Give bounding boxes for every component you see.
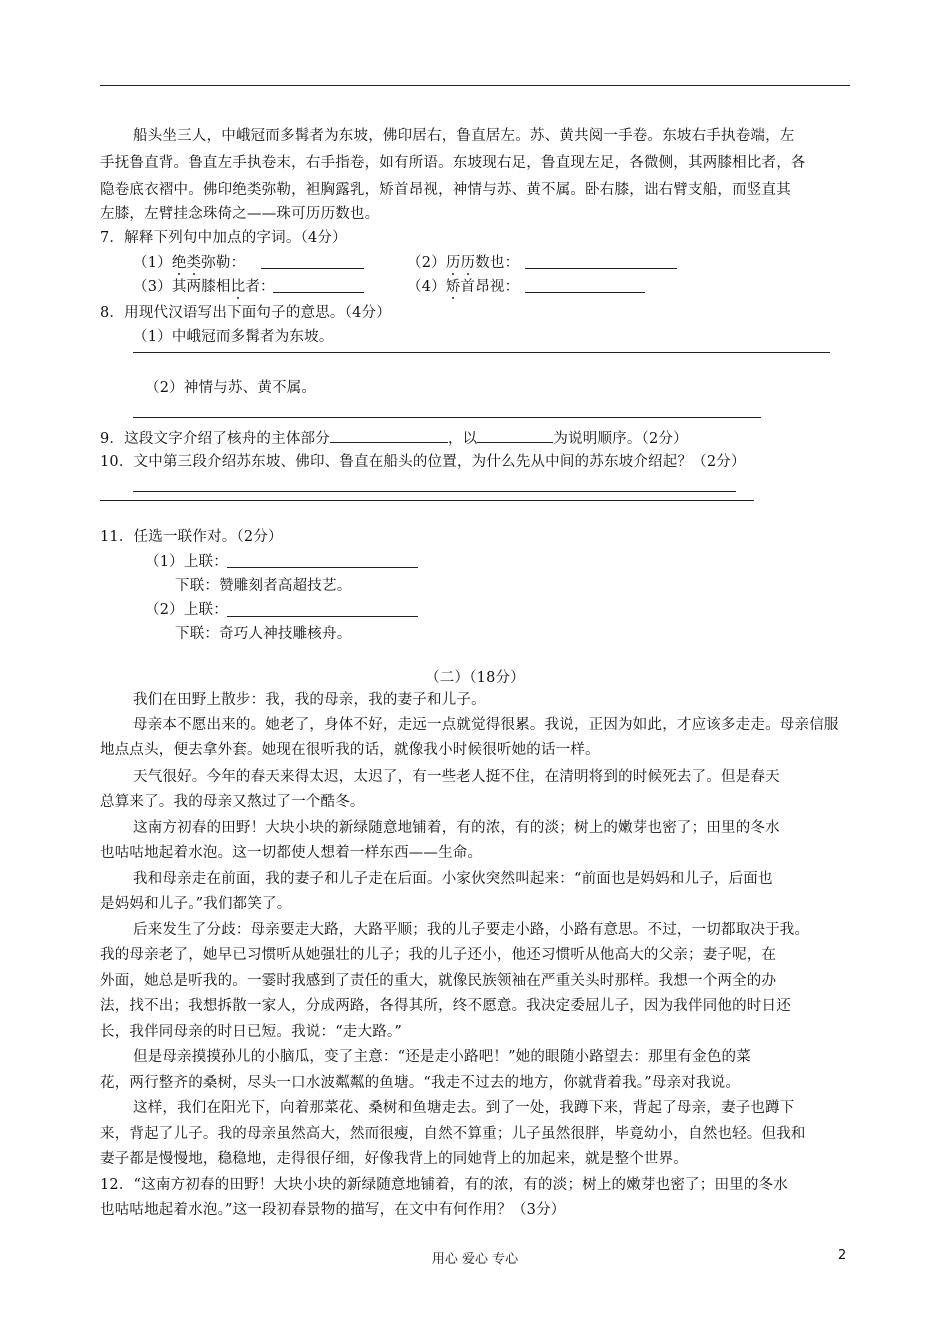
- question-12-line: 也咕咕地起着水泡。”这一段初春景物的描写，在文中有何作用？（3分）: [100, 1202, 566, 1218]
- q8-sentence-1: （1）中峨冠而多髯者为东坡。: [133, 329, 334, 345]
- section-2-heading: （二）（18分）: [425, 670, 525, 686]
- passage2-line: 法，找不出；我想拆散一家人，分成两路，各得其所，终不愿意。我决定委屈儿子，因为我伴同他的时日还: [100, 998, 791, 1014]
- header-rule: [100, 85, 850, 86]
- q8-answer-line-2[interactable]: [133, 417, 761, 418]
- question-7-stem: 7．解释下列句中加点的字词。（4分）: [100, 230, 347, 246]
- q7-answer-blank-4[interactable]: [525, 292, 645, 293]
- q7-answer-blank-3[interactable]: [273, 292, 364, 293]
- q7-item-3: （3）其两膝相比者：: [133, 279, 275, 295]
- passage2-line: 来，背起了儿子。我的母亲虽然高大，然而很瘦，自然不算重；儿子虽然很胖，毕竟幼小，自然也轻。但我和: [100, 1126, 806, 1142]
- footer-motto: 用心 爱心 专心: [431, 1252, 519, 1267]
- q11-lower-2: 下联：奇巧人神技雕核舟。: [175, 626, 352, 642]
- q10-answer-line-2[interactable]: [100, 500, 754, 501]
- passage2-line: 我们在田野上散步：我，我的母亲，我的妻子和儿子。: [133, 692, 486, 708]
- passage2-line: 但是母亲摸摸孙儿的小脑瓜，变了主意：“还是走小路吧！”她的眼随小路望去：那里有金色的菜: [133, 1049, 751, 1065]
- passage2-line: 也咕咕地起着水泡。这一切都使人想着一样东西——生命。: [100, 845, 483, 861]
- q7-item-4: （4）矫首昂视：: [407, 279, 520, 295]
- q8-answer-line-1[interactable]: [133, 352, 830, 353]
- passage2-line: 这南方初春的田野！大块小块的新绿随意地铺着，有的浓，有的淡；树上的嫩芽也密了；田里的冬水: [133, 820, 780, 836]
- q9-blank-1[interactable]: [330, 428, 448, 443]
- question-9: 9．这段文字介绍了核舟的主体部分 ，以 为说明顺序。（2分）: [100, 428, 688, 449]
- q11-upper-1-label: （1）上联：: [145, 554, 228, 570]
- q11-upper-2-blank[interactable]: [227, 616, 418, 617]
- passage2-line: 我和母亲走在前面，我的妻子和儿子走在后面。小家伙突然叫起来：“前面也是妈妈和儿子，后面也: [133, 871, 773, 887]
- passage2-line: 母亲本不愿出来的。她老了，身体不好，走远一点就觉得很累。我说，正因为如此，才应该多走走。母亲信服: [133, 717, 839, 733]
- q10-answer-line-1[interactable]: [133, 491, 736, 492]
- q7-item-2: （2）历历数也：: [407, 255, 520, 271]
- question-8-stem: 8．用现代汉语写出下面句子的意思。（4分）: [100, 305, 391, 321]
- passage1-line: 手抚鲁直背。鲁直左手执卷末，右手指卷，如有所语。东坡现右足，鲁直现左足，各微侧，其两膝相比者，各: [100, 155, 806, 171]
- passage2-line: 天气很好。今年的春天来得太迟，太迟了，有一些老人挺不住，在清明将到的时候死去了。但是春天: [133, 769, 780, 785]
- passage1-line: 隐卷底衣褶中。佛印绝类弥勒，袒胸露乳，矫首昂视，神情与苏、黄不属。卧右膝，诎右臂支船，而竖直其: [100, 182, 791, 198]
- q11-upper-1-blank[interactable]: [227, 567, 418, 568]
- q11-upper-2-label: （2）上联：: [145, 602, 228, 618]
- passage2-line: 后来发生了分歧：母亲要走大路，大路平顺；我的儿子要走小路，小路有意思。不过，一切都取决于我。: [133, 922, 810, 938]
- passage2-line: 我的母亲老了，她早已习惯听从她强壮的儿子；我的儿子还小，他还习惯听从他高大的父亲；妻子呢，在: [100, 947, 777, 963]
- passage2-line: 外面，她总是听我的。一霎时我感到了责任的重大，就像民族领袖在严重关头时那样。我想一个两全的办: [100, 973, 777, 989]
- q8-sentence-2: （2）神情与苏、黄不属。: [145, 380, 317, 396]
- q9-blank-2[interactable]: [477, 428, 553, 443]
- question-12-line: 12．“这南方初春的田野！大块小块的新绿随意地铺着，有的浓，有的淡；树上的嫩芽也密了；田里的冬水: [100, 1177, 788, 1193]
- passage2-line: 这样，我们在阳光下，向着那菜花、桑树和鱼塘走去。到了一处，我蹲下来，背起了母亲，妻子也蹲下: [133, 1100, 795, 1116]
- q7-answer-blank-1[interactable]: [261, 268, 364, 269]
- passage1-line: 船头坐三人，中峨冠而多髯者为东坡，佛印居右，鲁直居左。苏、黄共阅一手卷。东坡右手执卷端，左: [133, 128, 795, 144]
- passage2-line: 总算来了。我的母亲又熬过了一个酷冬。: [100, 794, 365, 810]
- passage2-line: 长，我伴同母亲的时日已短。我说：“走大路。”: [100, 1024, 402, 1040]
- passage2-line: 是妈妈和儿子。”我们都笑了。: [100, 896, 292, 912]
- q11-lower-1: 下联：赞雕刻者高超技艺。: [175, 578, 352, 594]
- passage2-line: 地点点头，便去拿外套。她现在很听我的话，就像我小时候很听她的话一样。: [100, 742, 600, 758]
- q7-answer-blank-2[interactable]: [525, 268, 677, 269]
- passage2-line: 花，两行整齐的桑树，尽头一口水波粼粼的鱼塘。“我走不过去的地方，你就背着我。”母亲对我说。: [100, 1075, 741, 1091]
- question-10-stem: 10．文中第三段介绍苏东坡、佛印、鲁直在船头的位置，为什么先从中间的苏东坡介绍起？（2分）: [100, 454, 746, 470]
- passage1-line: 左膝，左臂挂念珠倚之——珠可历历数也。: [100, 206, 380, 222]
- question-11-stem: 11．任选一联作对。（2分）: [100, 529, 283, 545]
- q7-item-1: （1）绝类弥勒：: [133, 255, 246, 271]
- passage2-line: 妻子都是慢慢地，稳稳地，走得很仔细，好像我背上的同她背上的加起来，就是整个世界。: [100, 1151, 688, 1167]
- page-number: 2: [838, 1248, 847, 1263]
